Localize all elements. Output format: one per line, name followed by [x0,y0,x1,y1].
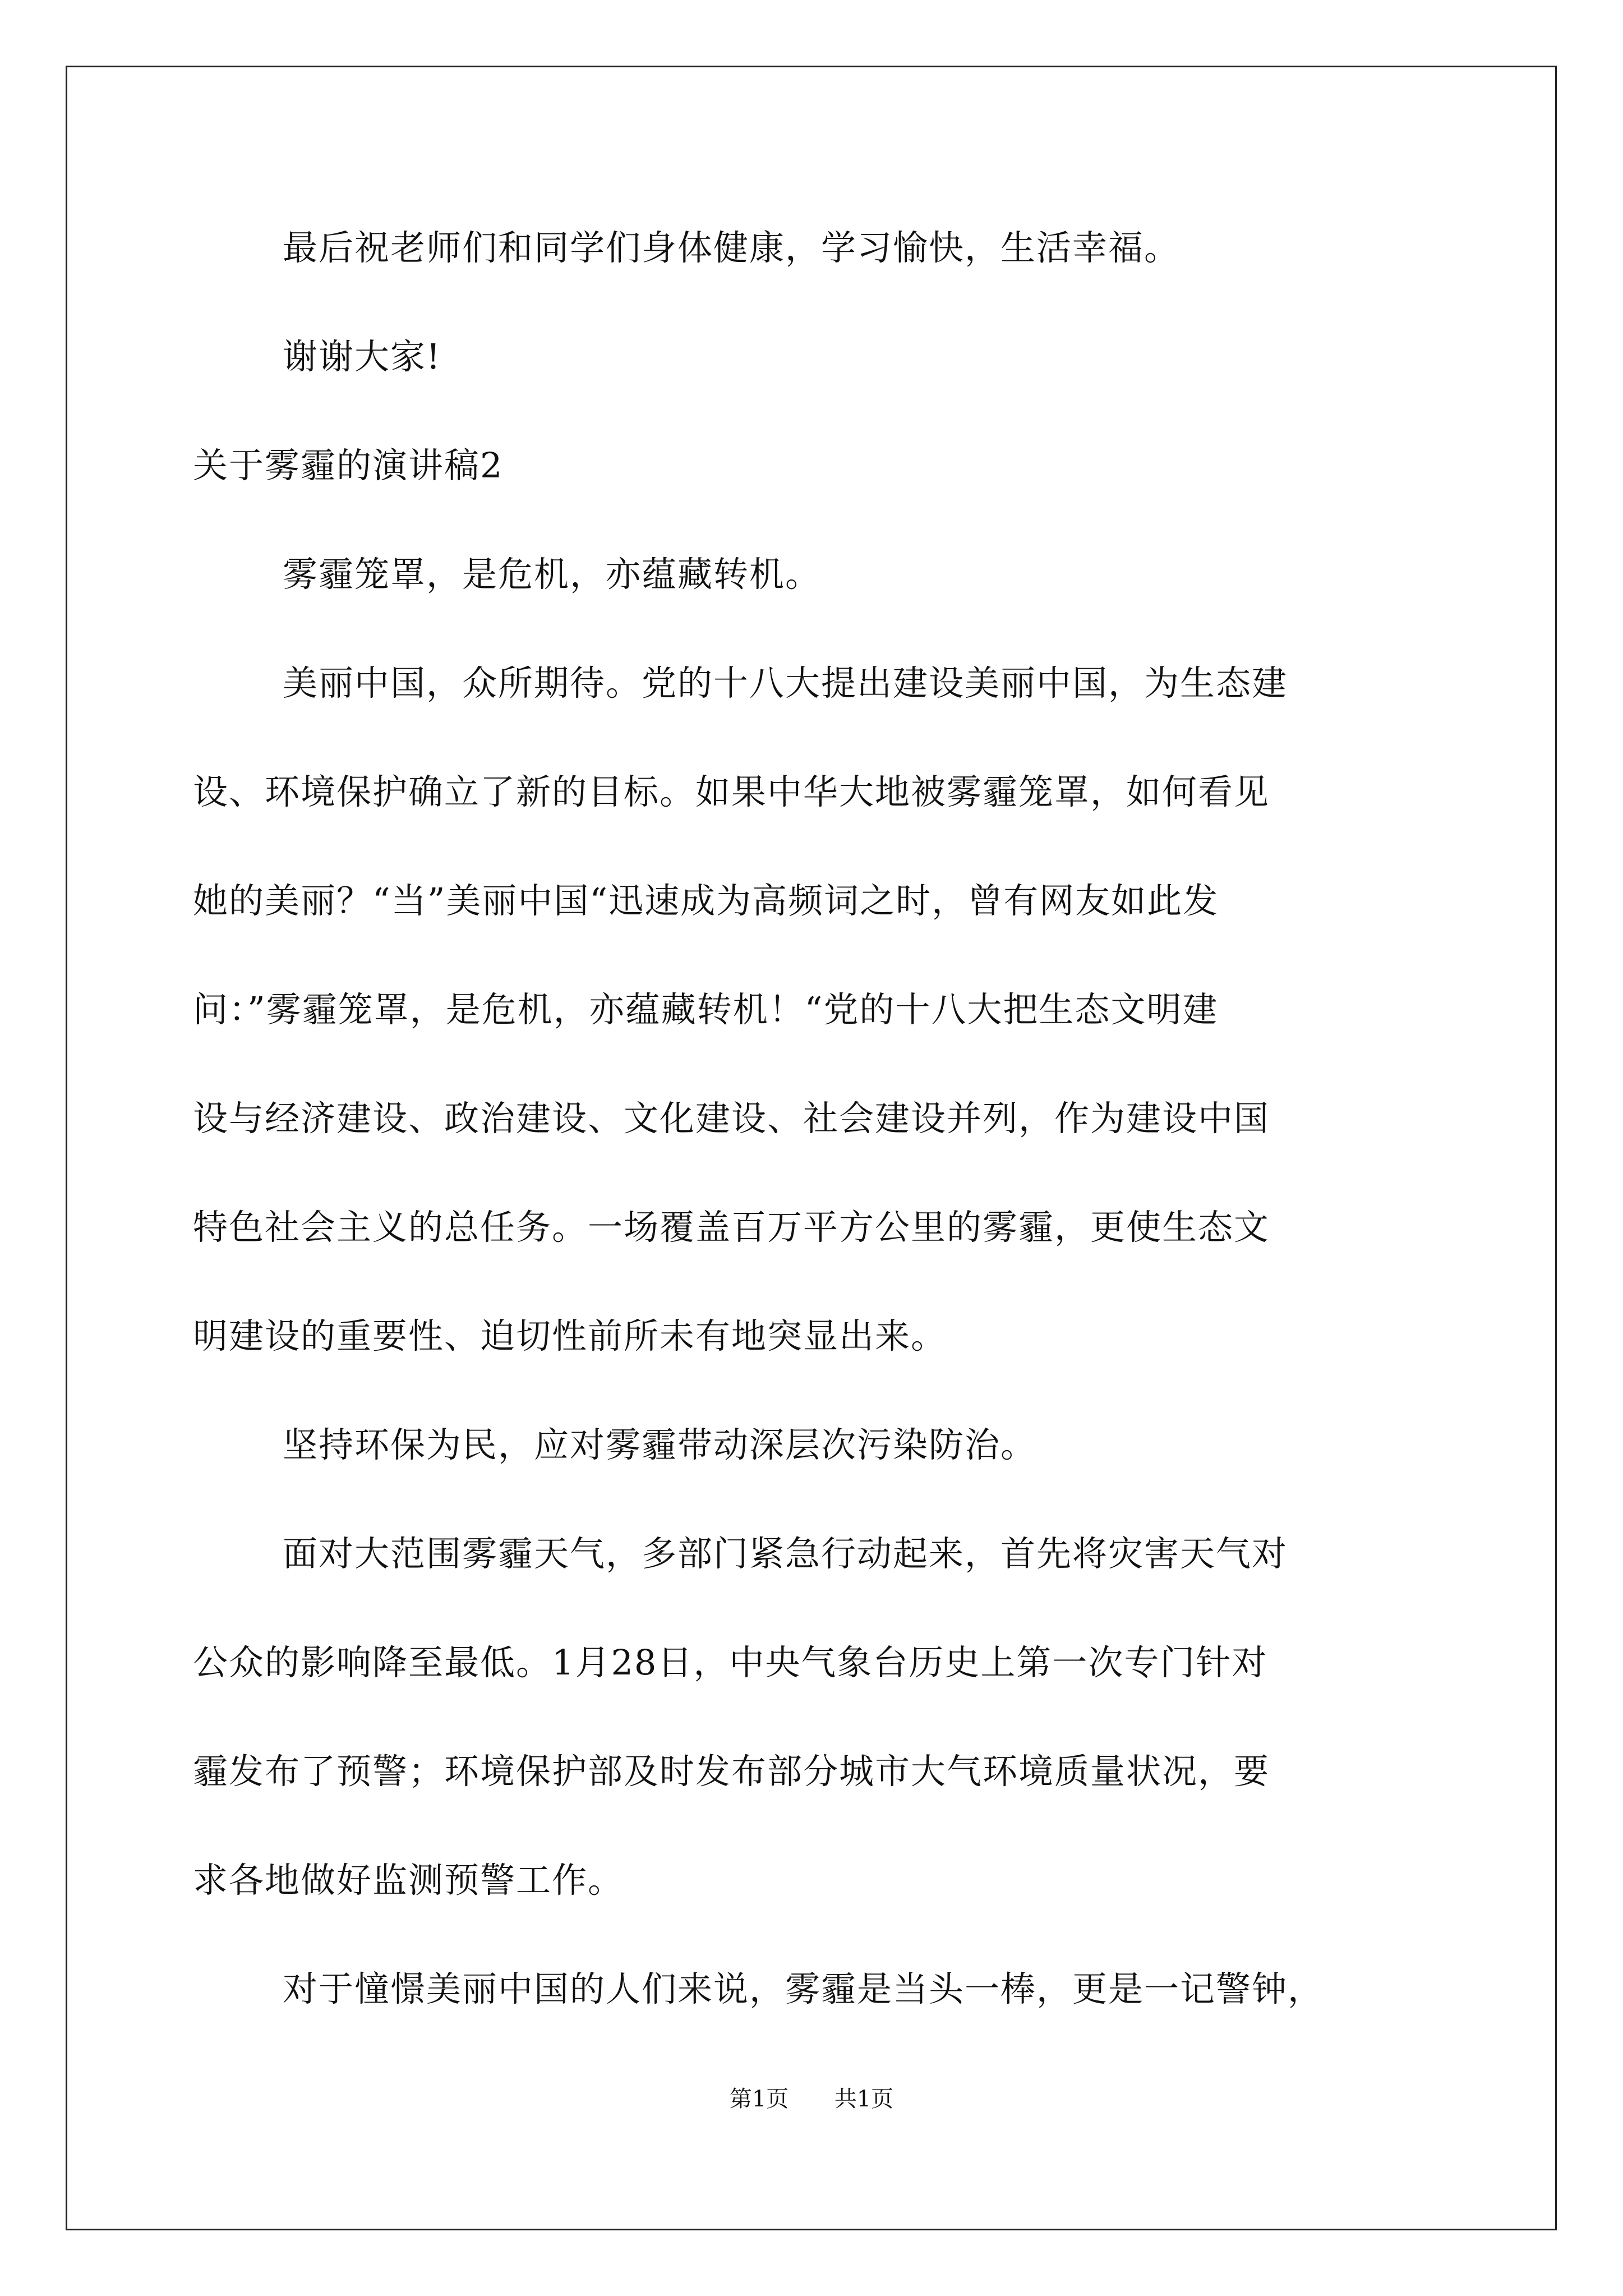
paragraph-line: 最后祝老师们和同学们身体健康，学习愉快，生活幸福。 [283,227,1181,268]
page-total: 共1页 [834,2086,894,2112]
paragraph-line: 设、环境保护确立了新的目标。如果中华大地被雾霾笼罩，如何看见 [193,771,1270,812]
page-border [66,66,1557,2230]
paragraph-line: 公众的影响降至最低。1月28日，中央气象台历史上第一次专门针对 [193,1642,1268,1683]
paragraph-line: 雾霾笼罩，是危机，亦蕴藏转机。 [283,554,822,595]
paragraph-line: 美丽中国，众所期待。党的十八大提出建设美丽中国，为生态建 [283,662,1288,703]
section-heading: 关于雾霾的演讲稿2 [193,445,504,486]
paragraph-line: 对于憧憬美丽中国的人们来说，雾霾是当头一棒，更是一记警钟， [283,1968,1324,2009]
paragraph-line: 特色社会主义的总任务。一场覆盖百万平方公里的雾霾，更使生态文 [193,1207,1270,1248]
paragraph-line: 明建设的重要性、迫切性前所未有地突显出来。 [193,1315,947,1356]
paragraph-line: 设与经济建设、政治建设、文化建设、社会建设并列，作为建设中国 [193,1098,1270,1139]
page-footer [0,2082,1623,2116]
paragraph-line: 面对大范围雾霾天气，多部门紧急行动起来，首先将灾害天气对 [283,1533,1288,1574]
paragraph-line: 坚持环保为民，应对雾霾带动深层次污染防治。 [283,1424,1037,1465]
paragraph-line: 谢谢大家! [283,336,441,377]
paragraph-line: 求各地做好监测预警工作。 [193,1860,624,1901]
paragraph-line: 问：”雾霾笼罩，是危机，亦蕴藏转机！“党的十八大把生态文明建 [193,989,1219,1030]
page-number: 第1页 [729,2086,789,2112]
paragraph-line: 霾发布了预警；环境保护部及时发布部分城市大气环境质量状况，要 [193,1751,1270,1792]
paragraph-line: 她的美丽？“当”美丽中国“迅速成为高频词之时，曾有网友如此发 [193,880,1219,921]
